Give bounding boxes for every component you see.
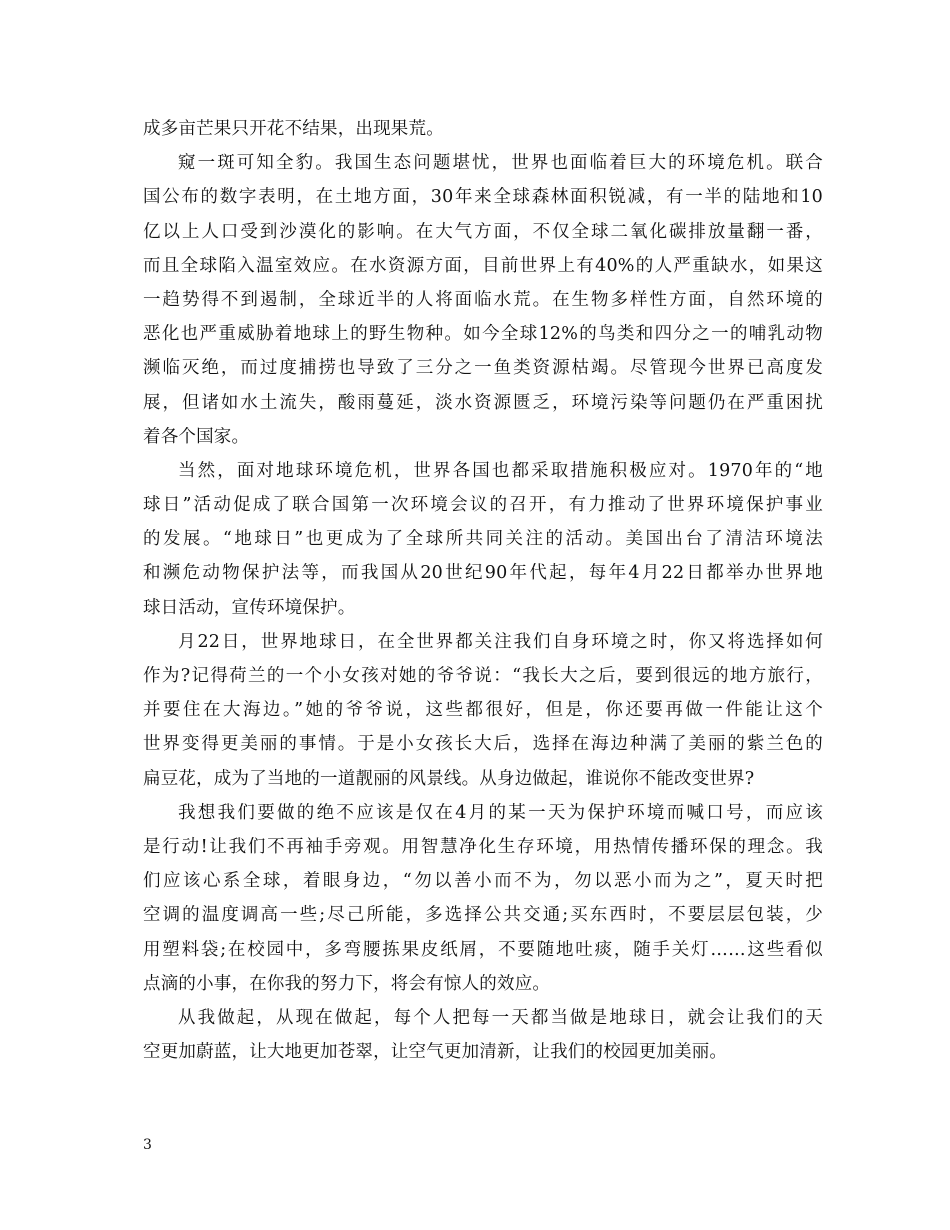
text-line: 当然，面对地球环境危机，世界各国也都采取措施积极应对。1970年的“地 bbox=[178, 460, 823, 481]
text-line: 濒临灭绝，而过度捕捞也导致了三分之一鱼类资源枯竭。尽管现今世界已高度发 bbox=[143, 358, 823, 379]
text-line: 和濒危动物保护法等，而我国从20世纪90年代起，每年4月22日都举办世界地 bbox=[143, 563, 823, 584]
text-line: 的发展。“地球日”也更成为了全球所共同关注的活动。美国出台了清洁环境法 bbox=[143, 529, 823, 550]
text-line: 一趋势得不到遏制，全球近半的人将面临水荒。在生物多样性方面，自然环境的 bbox=[143, 289, 823, 310]
text-line: 扁豆花，成为了当地的一道靓丽的风景线。从身边做起，谁说你不能改变世界? bbox=[143, 768, 755, 789]
text-line: 球日”活动促成了联合国第一次环境会议的召开，有力推动了世界环境保护事业 bbox=[143, 495, 823, 516]
page-number: 3 bbox=[143, 1137, 152, 1153]
text-line: 是行动!让我们不再袖手旁观。用智慧净化生存环境，用热情传播环保的理念。我 bbox=[143, 836, 823, 857]
text-line: 空更加蔚蓝，让大地更加苍翠，让空气更加清新，让我们的校园更加美丽。 bbox=[143, 1042, 728, 1063]
text-line: 并要住在大海边。”她的爷爷说，这些都很好，但是，你还要再做一件能让这个 bbox=[143, 700, 823, 721]
text-line: 球日活动，宣传环境保护。 bbox=[143, 597, 356, 618]
text-line: 而且全球陷入温室效应。在水资源方面，目前世界上有40%的人严重缺水，如果这 bbox=[143, 255, 823, 276]
text-line: 成多亩芒果只开花不结果，出现果荒。 bbox=[143, 119, 444, 139]
text-line: 我想我们要做的绝不应该是仅在4月的某一天为保护环境而喊口号，而应该 bbox=[178, 802, 823, 823]
text-line: 亿以上人口受到沙漠化的影响。在大气方面，不仅全球二氧化碳排放量翻一番， bbox=[143, 221, 823, 242]
text-line: 作为?记得荷兰的一个小女孩对她的爷爷说：“我长大之后，要到很远的地方旅行， bbox=[143, 666, 823, 686]
text-line: 国公布的数字表明，在土地方面，30年来全球森林面积锐减，有一半的陆地和10 bbox=[143, 187, 823, 208]
text-line: 月22日，世界地球日，在全世界都关注我们自身环境之时，你又将选择如何 bbox=[178, 631, 823, 652]
document-body bbox=[143, 112, 823, 1069]
text-line: 用塑料袋;在校园中，多弯腰拣果皮纸屑，不要随地吐痰，随手关灯……这些看似 bbox=[143, 939, 823, 960]
text-line: 展，但诸如水土流失，酸雨蔓延，淡水资源匮乏，环境污染等问题仍在严重困扰 bbox=[143, 392, 823, 413]
text-line: 从我做起，从现在做起，每个人把每一天都当做是地球日，就会让我们的天 bbox=[178, 1007, 823, 1028]
text-line: 们应该心系全球，着眼身边，“勿以善小而不为，勿以恶小而为之”，夏天时把 bbox=[143, 871, 823, 892]
text-line: 空调的温度调高一些;尽己所能，多选择公共交通;买东西时，不要层层包装，少 bbox=[143, 905, 823, 926]
text-line: 着各个国家。 bbox=[143, 426, 250, 447]
text-line: 点滴的小事，在你我的努力下，将会有惊人的效应。 bbox=[143, 973, 551, 994]
text-line: 恶化也严重威胁着地球上的野生物种。如今全球12%的鸟类和四分之一的哺乳动物 bbox=[143, 324, 823, 345]
text-line: 世界变得更美丽的事情。于是小女孩长大后，选择在海边种满了美丽的紫兰色的 bbox=[143, 734, 823, 755]
text-line: 窥一斑可知全豹。我国生态问题堪忧，世界也面临着巨大的环境危机。联合 bbox=[178, 153, 823, 174]
